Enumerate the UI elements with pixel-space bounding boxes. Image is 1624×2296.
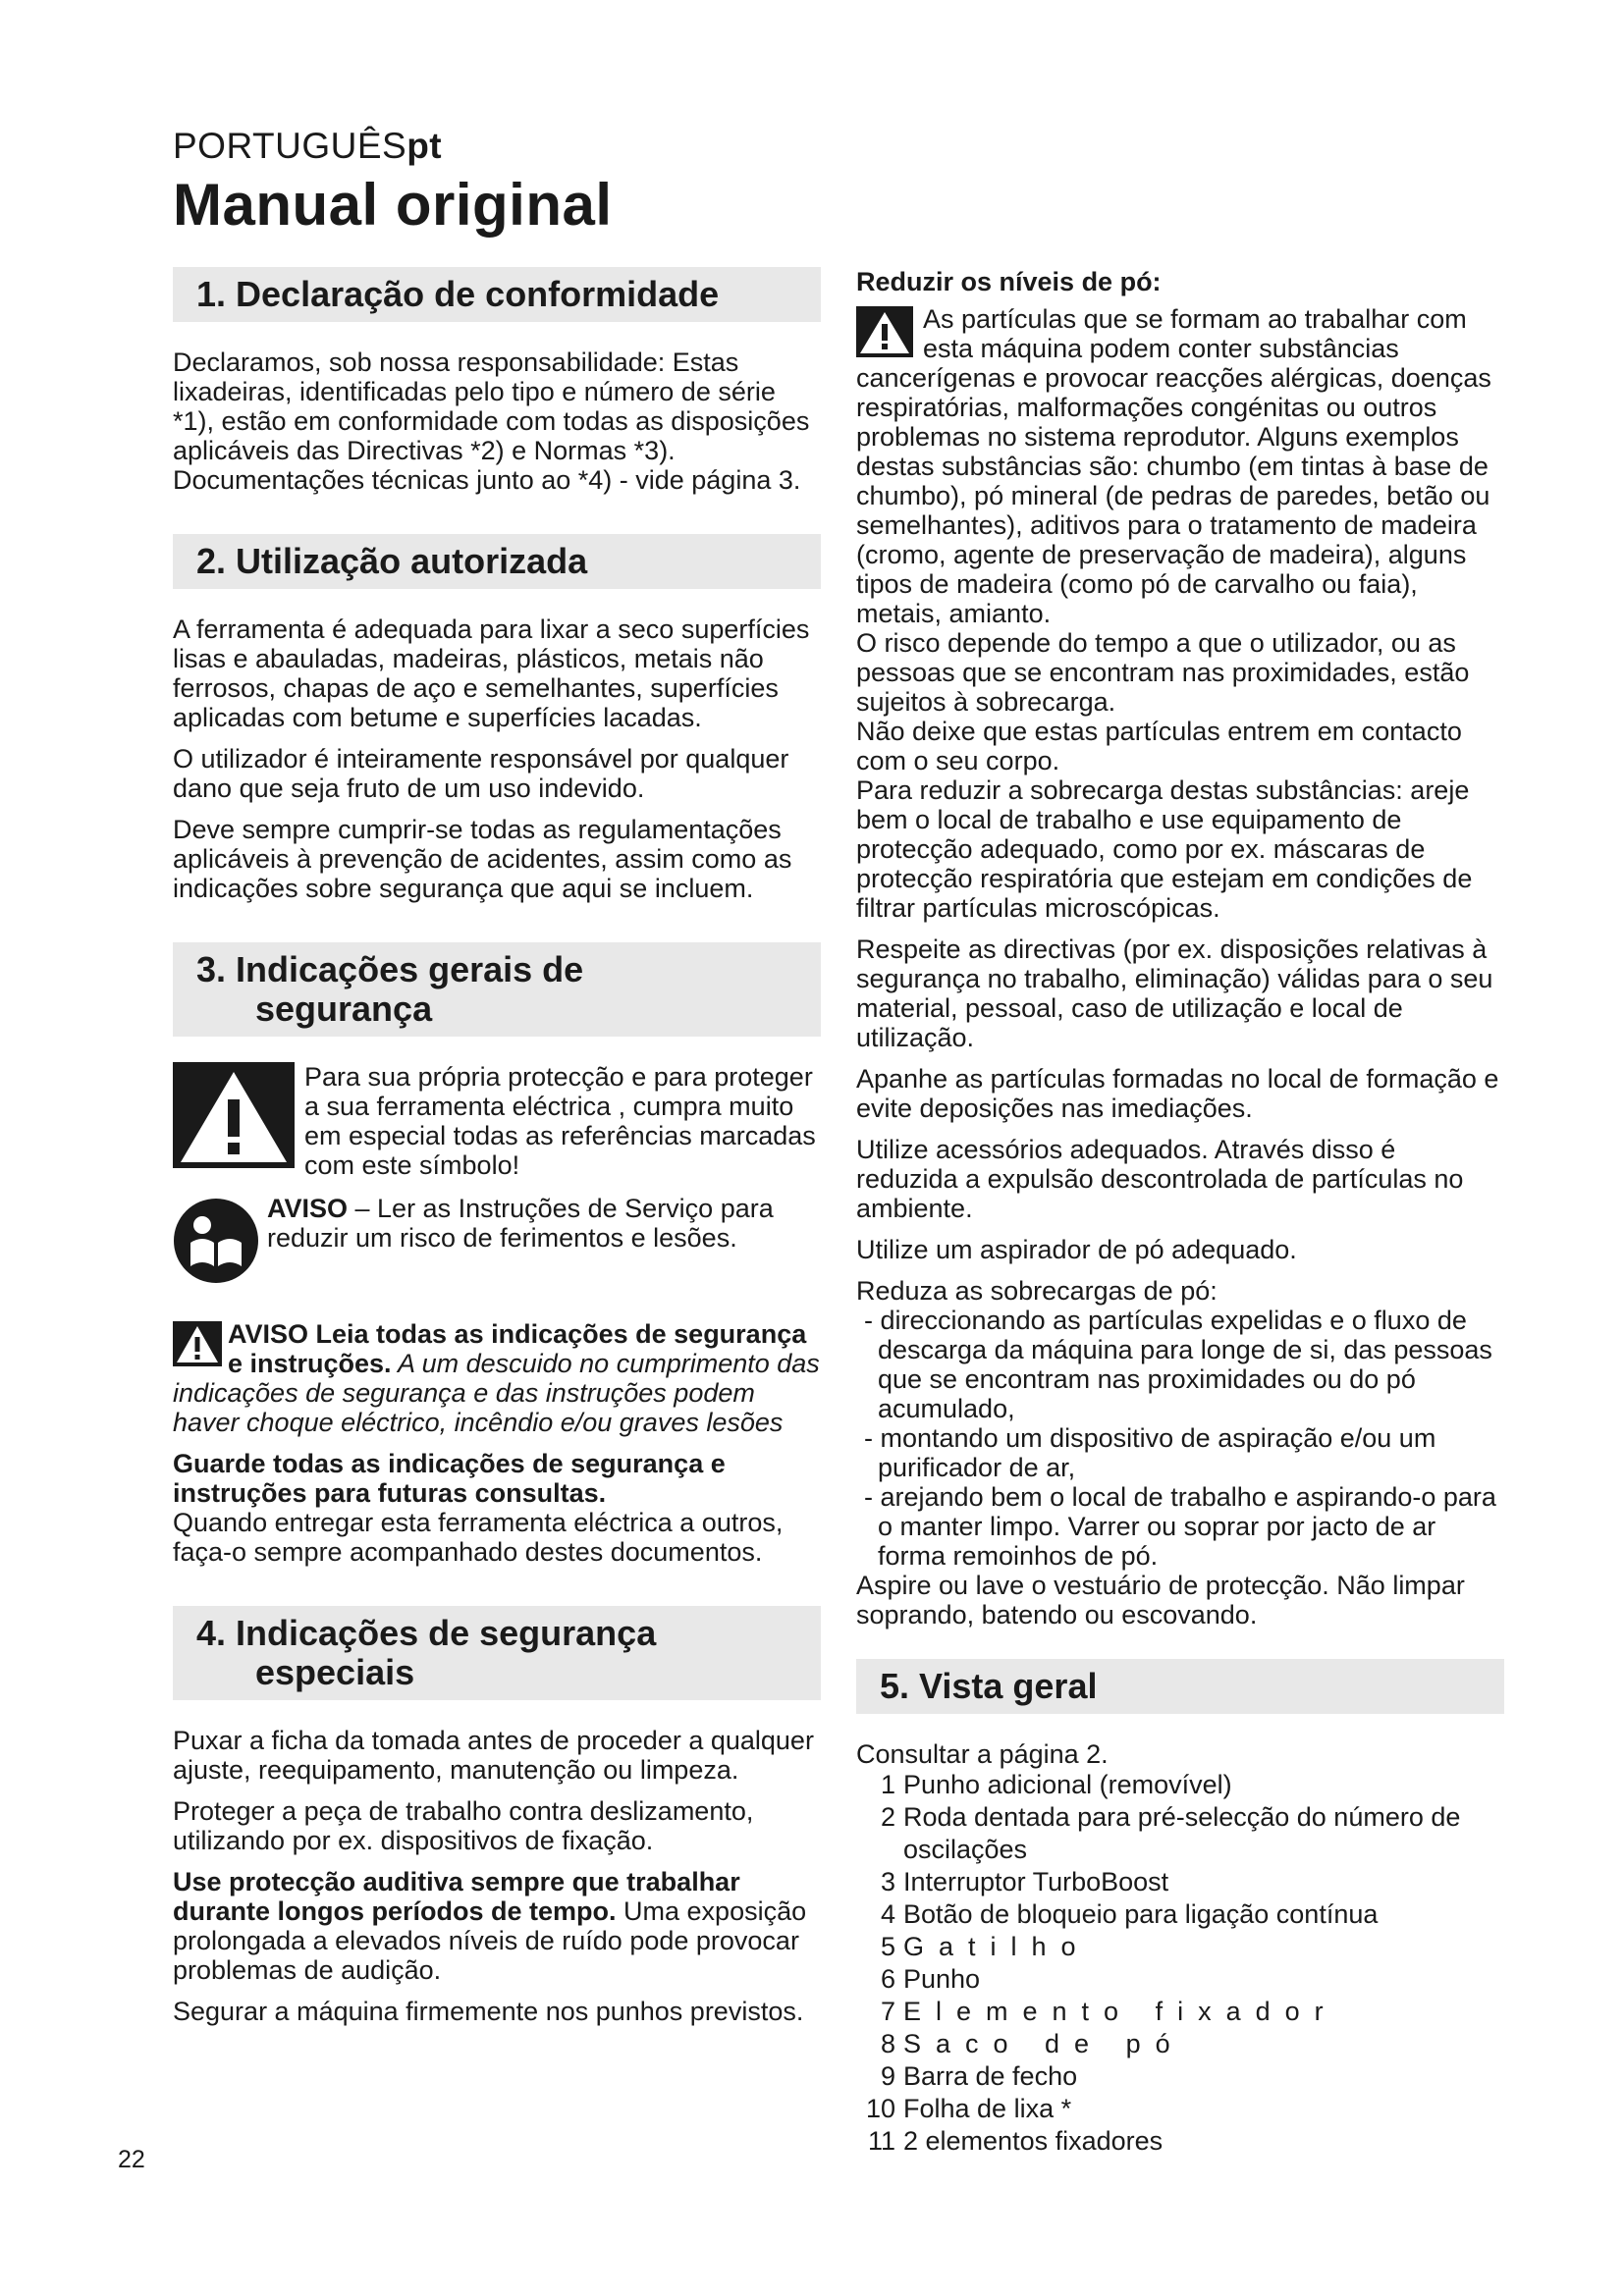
dust-p6: Apanhe as partículas formadas no local de formação e evite deposições nas imediações. [856, 1064, 1499, 1123]
section-2-p3: Deve sempre cumprir-se todas as regulamentações aplicáveis à prevenção de acidentes, assim como as indicações sobre segurança que aqui se incluem. [173, 815, 792, 903]
aviso-2-text [173, 1319, 821, 1437]
language-label [173, 126, 442, 167]
list-item: - montando um dispositivo de aspiração e/ou um purificador de ar, [864, 1423, 1436, 1482]
section-2-heading: 2. Utilização autorizada [173, 534, 821, 589]
list-item [856, 1898, 1504, 1931]
item-number: 2 [880, 1802, 895, 1832]
section-5-intro: Consultar a página 2. [856, 1739, 1109, 1769]
aviso-label: AVISO [267, 1194, 349, 1223]
list-item [856, 2060, 1504, 2093]
keep-instructions-text: Quando entregar esta ferramenta eléctrica a outros, faça-o sempre acompanhado destes documentos. [173, 1508, 784, 1567]
section-4-p3-bold: Use protecção auditiva sempre que trabalhar durante longos períodos de tempo. [173, 1867, 740, 1926]
language-code: pt [406, 126, 443, 166]
item-label: Folha de lixa * [903, 2094, 1072, 2123]
item-number: 7 [880, 1997, 895, 2026]
read-manual-icon [173, 1198, 259, 1284]
section-4-heading [173, 1606, 821, 1700]
item-label: Interruptor TurboBoost [903, 1867, 1169, 1896]
list-item [856, 2093, 1504, 2125]
page-number: 22 [118, 2146, 145, 2173]
item-label: Elemento fixador [903, 1997, 1338, 2026]
left-column [173, 267, 821, 2038]
warning-small-icon [173, 1321, 222, 1366]
item-number: 9 [880, 2061, 895, 2091]
section-1-text: Declaramos, sob nossa responsabilidade: Estas lixadeiras, identificadas pelo tipo e número de série *1), estão em conformidade com todas as disposições aplicáveis das Directivas *2) e Normas *3). Documentações técnicas junto ao *4) - vide página 3. [173, 347, 810, 495]
item-number: 5 [880, 1932, 895, 1961]
item-number: 6 [880, 1964, 895, 1994]
warning-dust-icon [856, 306, 913, 357]
item-label: 2 elementos fixadores [903, 2126, 1164, 2156]
item-label: Saco de pó [903, 2029, 1185, 2058]
section-2-p2: O utilizador é inteiramente responsável por qualquer dano que seja fruto de um uso indevido. [173, 744, 789, 803]
section-3-heading-line1: 3. Indicações gerais de [196, 949, 584, 989]
section-5-heading: 5. Vista geral [856, 1659, 1504, 1714]
section-4-p3 [173, 1867, 821, 1985]
dust-p10: Aspire ou lave o vestuário de protecção. Não limpar soprando, batendo ou escovando. [856, 1571, 1465, 1629]
item-number: 4 [880, 1899, 895, 1929]
item-number: 11 [867, 2126, 895, 2156]
section-4-p2: Proteger a peça de trabalho contra deslizamento, utilizando por ex. dispositivos de fixação. [173, 1796, 754, 1855]
section-4-p3-text: Uma exposição prolongada a elevados níveis de ruído pode provocar problemas de audição. [173, 1896, 807, 1985]
section-1-heading: 1. Declaração de conformidade [173, 267, 821, 322]
keep-instructions-bold: Guarde todas as indicações de segurança e instruções para futuras consultas. [173, 1449, 726, 1508]
aviso-text: – Ler as Instruções de Serviço para reduzir um risco de ferimentos e lesões. [267, 1194, 774, 1253]
section-3-heading [173, 942, 821, 1037]
section-2-p1: A ferramenta é adequada para lixar a seco superfícies lisas e abauladas, madeiras, plásticos, metais não ferrosos, chapas de aço e semelhantes, superfícies aplicadas com betume e superfícies lacadas. [173, 614, 810, 732]
dust-p7: Utilize acessórios adequados. Através disso é reduzida a expulsão descontrolada de partículas no ambiente. [856, 1135, 1464, 1223]
list-item [856, 1963, 1504, 1996]
aviso-2-bold: AVISO Leia todas as indicações de segurança e instruções. [228, 1319, 807, 1378]
dust-bullet-list [856, 1306, 1504, 1571]
list-item [856, 1931, 1504, 1963]
dust-p5: Respeite as directivas (por ex. disposições relativas à segurança no trabalho, eliminação) válidas para o seu material, pessoal, caso de utilização e local de utilização. [856, 934, 1493, 1052]
right-column [856, 267, 1504, 2158]
item-label: Botão de bloqueio para ligação contínua [903, 1899, 1379, 1929]
page-title: Manual original [173, 172, 613, 238]
list-item [856, 1996, 1504, 2028]
item-number: 10 [865, 2094, 895, 2123]
list-item [856, 2125, 1504, 2158]
dust-p2: O risco depende do tempo a que o utilizador, ou as pessoas que se encontram nas proximidades, estão sujeitos à sobrecarga. [856, 628, 1470, 717]
list-item [856, 1866, 1504, 1898]
aviso-manual-note [173, 1194, 821, 1284]
aviso-2-italic: A um descuido no cumprimento das indicações de segurança e das instruções podem haver choque eléctrico, incêndio e/ou graves lesões [173, 1349, 820, 1437]
section-4-p1: Puxar a ficha da tomada antes de proceder a qualquer ajuste, reequipamento, manutenção ou limpeza. [173, 1726, 814, 1785]
item-number: 3 [880, 1867, 895, 1896]
item-label: Punho [903, 1964, 981, 1994]
item-label: Roda dentada para pré-selecção do número de oscilações [903, 1802, 1461, 1864]
section-4-heading-line2: especiais [255, 1652, 415, 1692]
item-number: 1 [880, 1770, 895, 1799]
item-label: Punho adicional (removível) [903, 1770, 1232, 1799]
language-name: PORTUGUÊS [173, 126, 407, 166]
list-item [856, 1769, 1504, 1801]
item-label: Barra de fecho [903, 2061, 1078, 2091]
list-item [856, 1801, 1504, 1866]
parts-list [856, 1769, 1504, 2158]
warning-symbol-note [173, 1062, 821, 1180]
section-3-heading-line2: segurança [255, 988, 433, 1029]
dust-p9: Reduza as sobrecargas de pó: [856, 1276, 1218, 1306]
dust-p3: Não deixe que estas partículas entrem em contacto com o seu corpo. [856, 717, 1462, 775]
dust-p1: As partículas que se formam ao trabalhar com esta máquina podem conter substâncias cancerígenas e provocar reacções alérgicas, doenças respiratórias, malformações congénitas ou outros problemas no sistema reprodutor. Alguns exemplos destas substâncias são: chumbo (em tintas à base de chumbo), pó mineral (de pedras de paredes, betão ou semelhantes), aditivos para o tratamento de madeira (cromo, agente de preservação de madeira), alguns tipos de madeira (como pó de carvalho ou faia), metais, amianto. [856, 304, 1491, 628]
section-4-p4: Segurar a máquina firmemente nos punhos previstos. [173, 1997, 804, 2026]
item-number: 8 [880, 2029, 895, 2058]
list-item [856, 2028, 1504, 2060]
warning-triangle-icon [173, 1062, 295, 1168]
dust-p8: Utilize um aspirador de pó adequado. [856, 1235, 1297, 1264]
symbol-note-text: Para sua própria protecção e para proteger a sua ferramenta eléctrica , cumpra muito em especial todas as referências marcadas com este símbolo! [304, 1062, 816, 1180]
section-4-heading-line1: 4. Indicações de segurança [196, 1613, 657, 1653]
list-item: - direccionando as partículas expelidas e o fluxo de descarga da máquina para longe de si, das pessoas que se encontram nas proximidades ou do pó acumulado, [864, 1306, 1492, 1423]
dust-heading: Reduzir os níveis de pó: [856, 267, 1162, 296]
aviso-manual-text [267, 1194, 821, 1253]
dust-p4: Para reduzir a sobrecarga destas substâncias: areje bem o local de trabalho e use equipamento de protecção adequado, como por ex. máscaras de protecção respiratória que estejam em condições de filtrar partículas microscópicas. [856, 775, 1473, 923]
item-label: Gatilho [903, 1932, 1091, 1961]
list-item: - arejando bem o local de trabalho e aspirando-o para o manter limpo. Varrer ou soprar por jacto de ar forma remoinhos de pó. [864, 1482, 1496, 1571]
